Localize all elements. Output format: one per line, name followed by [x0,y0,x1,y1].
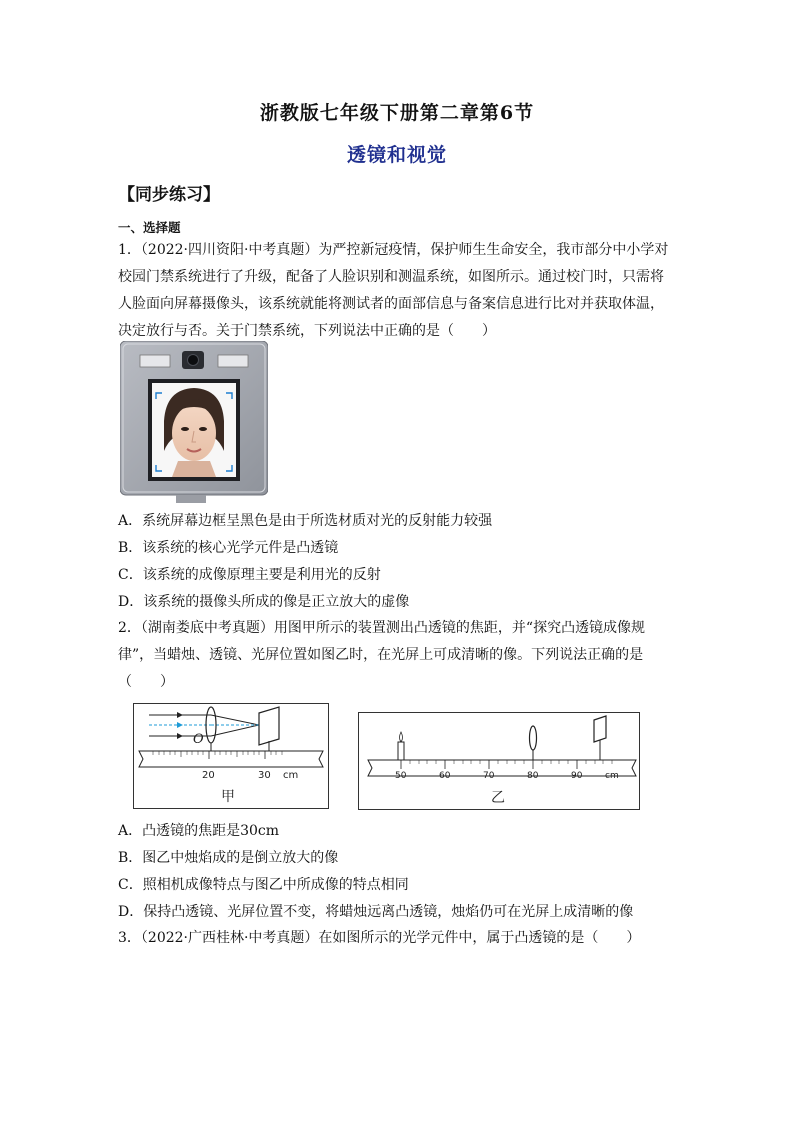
figure-yi-tick-80: 80 [527,771,539,781]
figure-jia-point-label: O [193,732,204,747]
q3-line: 3．（2022·广西桂林·中考真题）在如图所示的光学元件中，属于凸透镜的是（ ） [118,930,641,946]
figure-jia-label: 甲 [221,789,235,805]
face-recognition-terminal-figure [120,341,268,503]
q1-option-d: D．该系统的摄像头所成的像是正立放大的虚像 [118,594,410,610]
part-heading: 一、选择题 [118,220,181,235]
section-heading: 【同步练习】 [118,185,220,205]
q2-line-3: （ ） [118,674,174,690]
figure-yi-tick-90: 90 [571,771,583,781]
figure-yi-label: 乙 [491,790,505,806]
q2-option-c: C．照相机成像特点与图乙中所成像的特点相同 [118,877,409,893]
figure-yi-tick-60: 60 [439,771,451,781]
q2-option-d: D．保持凸透镜、光屏位置不变，将蜡烛远离凸透镜，烛焰仍可在光屏上成清晰的像 [118,904,634,920]
figure-yi-tick-70: 70 [483,771,495,781]
q1-line-3: 人脸面向屏幕摄像头，该系统就能将测试者的面部信息与备案信息进行比对并获取体温， [118,296,664,312]
q1-line-4: 决定放行与否。关于门禁系统，下列说法中正确的是（ ） [118,323,496,339]
q1-option-c: C．该系统的成像原理主要是利用光的反射 [118,567,381,583]
figure-jia-unit: cm [283,770,299,781]
q1-option-a: A．系统屏幕边框呈黑色是由于所选材质对光的反射能力较强 [118,513,493,529]
page-subtitle: 透镜和视觉 [346,144,447,166]
figure-yi-unit: cm [605,771,619,781]
q2-line-1: 2．（湖南娄底中考真题）用图甲所示的装置测出凸透镜的焦距，并“探究凸透镜成像规 [118,620,646,636]
figure-yi-candle-lens-screen [358,712,640,810]
q2-option-b: B．图乙中烛焰成的是倒立放大的像 [118,850,339,866]
figure-jia-tick-30: 30 [258,770,271,781]
figure-jia-tick-20: 20 [202,770,215,781]
figure-jia-focal-length [133,703,329,809]
figure-yi-tick-50: 50 [395,771,407,781]
q2-option-a: A．凸透镜的焦距是30cm [118,823,280,839]
q1-line-1: 1．（2022·四川资阳·中考真题）为严控新冠疫情，保护师生生命安全，我市部分中小学对 [118,242,669,258]
q1-option-b: B．该系统的核心光学元件是凸透镜 [118,540,339,556]
q2-line-2: 律”，当蜡烛、透镜、光屏位置如图乙时，在光屏上可成清晰的像。下列说法正确的是 [118,647,644,663]
q1-line-2: 校园门禁系统进行了升级，配备了人脸识别和测温系统，如图所示。通过校门时，只需将 [118,269,664,285]
page-title: 浙教版七年级下册第二章第6节 [259,102,535,124]
